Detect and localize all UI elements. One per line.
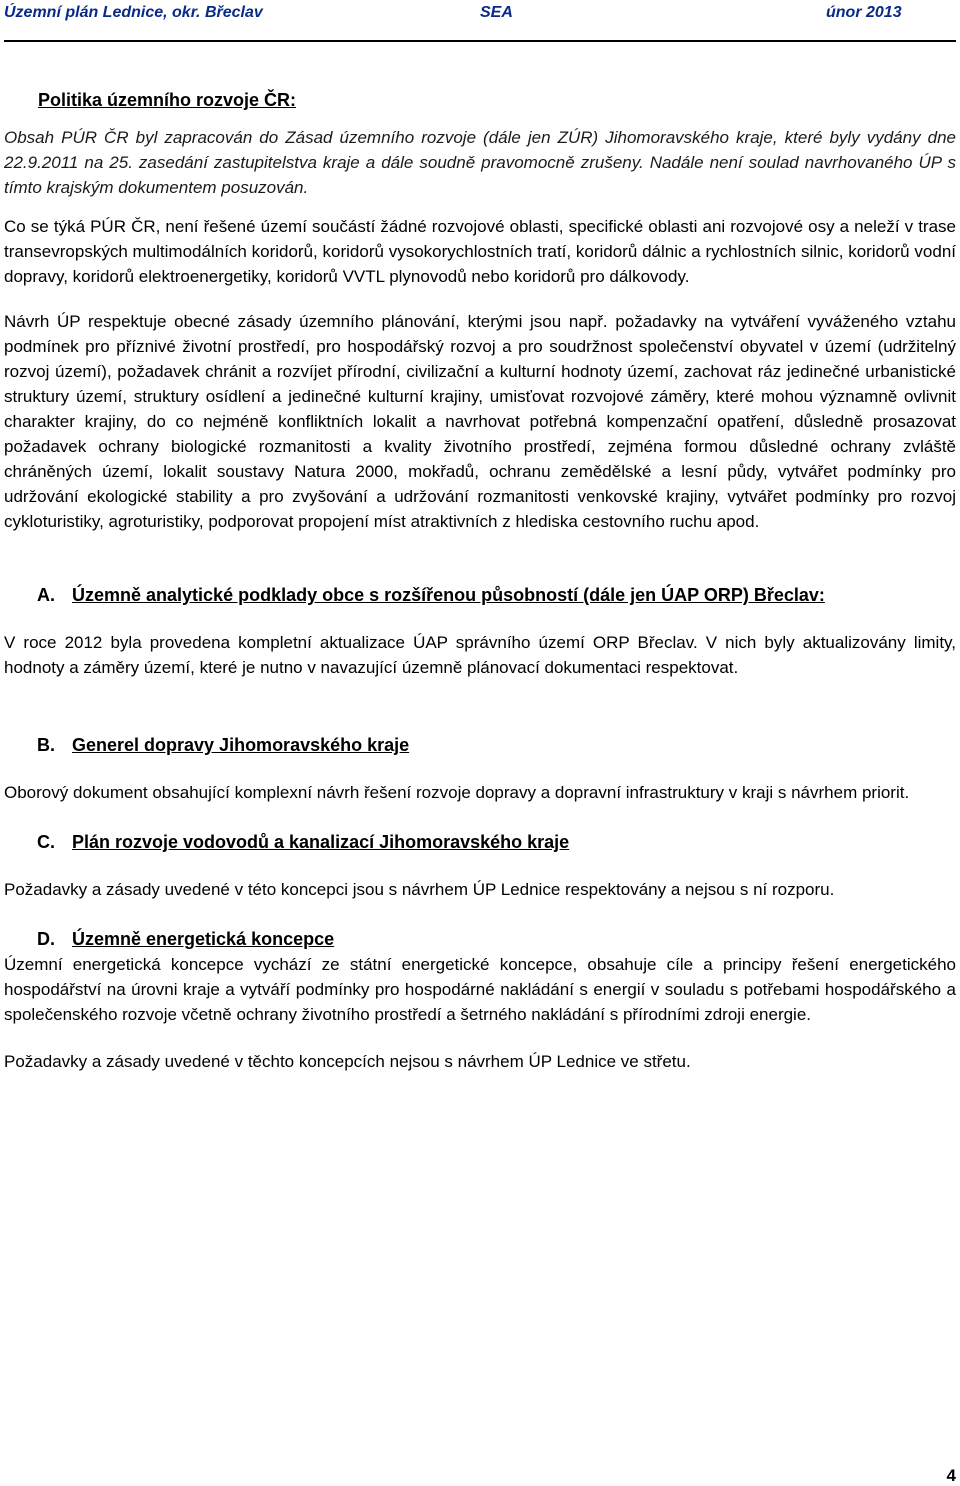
section-heading-a (4, 582, 956, 608)
page-header (4, 4, 956, 42)
section-b-text: Oborový dokument obsahující komplexní návrh řešení rozvoje dopravy a dopravní infrastruktury v kraji s návrhem priorit. (4, 783, 910, 802)
section-letter: B. (37, 735, 55, 755)
paragraph-intro: Obsah PÚR ČR byl zapracován do Zásad územního rozvoje (dále jen ZÚR) Jihomoravského kraje, které byly vydány dne 22.9.2011 na 25. zasedání zastupitelstva kraje a dále soudně pravomocně zrušeny. Nadále není soulad navrhovaného ÚP s tímto krajským dokumentem posuzován. (4, 128, 956, 197)
section-heading-text: Plán rozvoje vodovodů a kanalizací Jihomoravského kraje (72, 832, 570, 852)
header-sea-label: SEA (480, 4, 513, 21)
header-date: únor 2013 (826, 4, 902, 21)
header-document-title: Územní plán Lednice, okr. Břeclav (4, 4, 263, 21)
page-number: 4 (946, 1466, 956, 1485)
section-heading-b (4, 732, 956, 758)
section-letter: D. (37, 929, 55, 949)
section-d-text: Územní energetická koncepce vychází ze státní energetické koncepce, obsahuje cíle a principy řešení energetického hospodářství na úrovni kraje a vytváří podmínky pro hospodárné nakládání s energií v souladu s potřebami hospodářského a společenského rozvoje včetně ochrany životního prostředí a šetrného nakládání s přírodními zdroji energie. (4, 955, 956, 1024)
section-a-text: V roce 2012 byla provedena kompletní aktualizace ÚAP správního území ORP Břeclav. V nich byly aktualizovány limity, hodnoty a záměry území, které je nutno v navazující územně plánovací dokumentaci respektovat. (4, 633, 956, 677)
section-heading-text: Územně energetická koncepce (72, 929, 335, 949)
paragraph-pur: Co se týká PÚR ČR, není řešené území součástí žádné rozvojové oblasti, specifické oblasti ani rozvojové osy a neleží v trase transevropských multimodálních koridorů, koridorů vysokorychlostních tratí, koridorů dálnic a rychlostních silnic, koridorů vodní dopravy, koridorů elektroenergetiky, koridorů VVTL plynovodů nebo koridorů pro dálkovody. (4, 217, 956, 286)
section-title: Politika územního rozvoje ČR: (38, 90, 297, 110)
section-heading-text: Územně analytické podklady obce s rozšířenou působností (dále jen ÚAP ORP) Břeclav: (72, 585, 825, 605)
section-heading-d (4, 926, 956, 952)
section-heading-text: Generel dopravy Jihomoravského kraje (72, 735, 410, 755)
document-body (4, 88, 956, 1074)
section-letter: C. (37, 832, 55, 852)
section-letter: A. (37, 585, 55, 605)
closing-paragraph: Požadavky a zásady uvedené v těchto koncepcích nejsou s návrhem ÚP Lednice ve střetu. (4, 1052, 691, 1071)
paragraph-navrh: Návrh ÚP respektuje obecné zásady územního plánování, kterými jsou např. požadavky na vytváření vyváženého vztahu podmínek pro příznivé životní prostředí, pro hospodářský rozvoj a pro soudržnost společenství obyvatel v území (udržitelný rozvoj území), požadavek chránit a rozvíjet přírodní, civilizační a kulturní hodnoty území, zachovat ráz jedinečné urbanistické struktury území, struktury osídlení a jedinečné kulturní krajiny, umisťovat rozvojové záměry, které mohou významně ovlivnit charakter krajiny, do co nejméně konfliktních lokalit a navrhovat potřebná kompenzační opatření, důsledně prosazovat požadavek ochrany biologické rozmanitosti a kvality životního prostředí, zejména formou důsledné ochrany zvláště chráněných území, lokalit soustavy Natura 2000, mokřadů, ochranu zemědělské a lesní půdy, vytvářet podmínky pro udržování ekologické stability a pro zvyšování a udržování rozmanitosti venkovské krajiny, vytvářet podmínky pro rozvoj cykloturistiky, agroturistiky, podporovat propojení míst atraktivních z hlediska cestovního ruchu apod. (4, 312, 956, 531)
section-c-text: Požadavky a zásady uvedené v této koncepci jsou s návrhem ÚP Lednice respektovány a nejsou s ní rozporu. (4, 880, 835, 899)
section-heading-c (4, 829, 956, 855)
